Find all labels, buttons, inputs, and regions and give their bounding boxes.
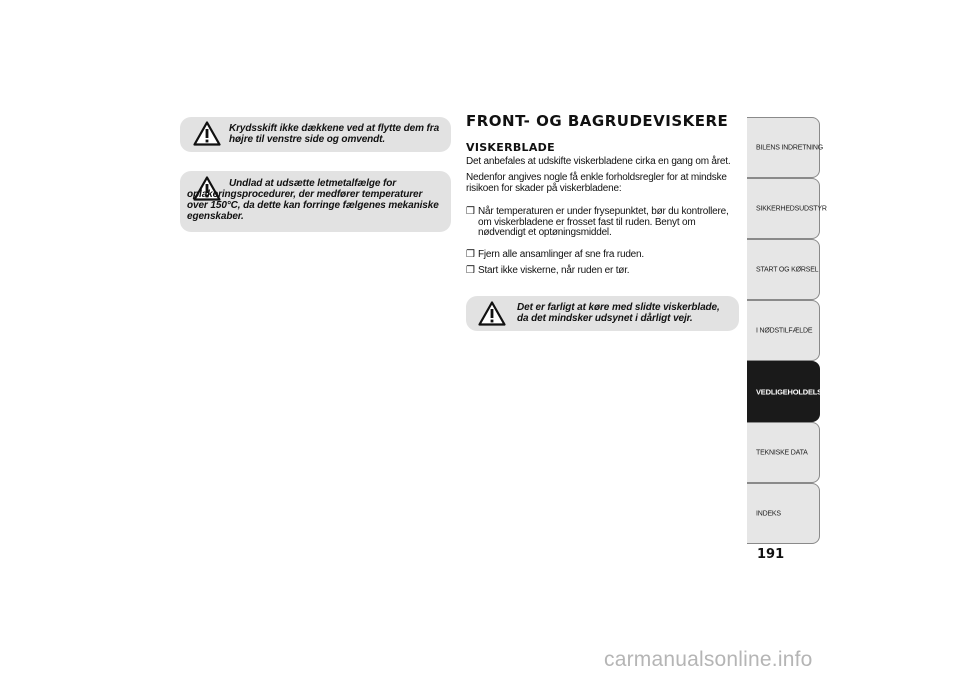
page-number: 191 — [757, 547, 785, 562]
warning-text: Undlad at udsætte letmetalfælge for oplakeringsprocedurer, der medfører temperaturer over 150°C, da dette kan forringe fælgenes mekaniske egenskaber. — [187, 178, 439, 222]
tab-label: TEKNISKE DATA — [756, 449, 808, 456]
bullet-item — [466, 207, 741, 239]
chapter-tabs — [747, 117, 827, 544]
tab-sikkerhedsudstyr[interactable] — [747, 178, 827, 239]
bullet-text: Start ikke viskerne, når ruden er tør. — [478, 265, 630, 276]
bullet-box-icon: ❒ — [466, 265, 475, 276]
tab-i-nodstilfaelde[interactable] — [747, 300, 820, 361]
tab-label: I NØDSTILFÆLDE — [756, 327, 813, 334]
tab-label: START OG KØRSEL — [756, 266, 819, 273]
section-title: FRONT- OG BAGRUDEVISKERE — [466, 112, 729, 130]
bullet-text: Fjern alle ansamlinger af sne fra ruden. — [478, 249, 644, 260]
warning-box-crossover — [180, 117, 451, 152]
warning-text: Krydsskift ikke dækkene ved at flytte dem fra højre til venstre side og omvendt. — [229, 123, 440, 145]
bullet-item — [466, 266, 741, 277]
tab-tekniske-data[interactable] — [747, 422, 820, 483]
watermark: carmanualsonline.info — [604, 648, 813, 671]
warning-text: Det er farligt at køre med slidte viskerblade, da det mindsker udsynet i dårligt vejr. — [517, 302, 720, 324]
warning-box-rims — [180, 171, 451, 232]
paragraph: Det anbefales at udskifte viskerbladene cirka en gang om året. — [466, 156, 731, 167]
tab-label: VEDLIGEHOLDELSE — [756, 387, 827, 396]
bullet-item — [466, 250, 741, 261]
tab-label: INDEKS — [756, 510, 781, 517]
paragraph: Nedenfor angives nogle få enkle forholdsregler for at mindske risikoen for skader på viskerbladene: — [466, 172, 727, 194]
tab-bilens-indretning[interactable] — [747, 117, 823, 178]
tab-label: BILENS INDRETNING — [756, 144, 823, 151]
bullet-text: Når temperaturen er under frysepunktet, bør du kontrollere, om viskerbladene er frosset fast til ruden. Benyt om nødvendigt et optøningsmiddel. — [478, 206, 729, 238]
warning-triangle-icon — [478, 301, 506, 326]
warning-box-wipers — [466, 296, 739, 331]
tab-label: SIKKERHEDSUDSTYR — [756, 205, 827, 212]
warning-triangle-icon — [193, 121, 221, 146]
bullet-box-icon: ❒ — [466, 249, 475, 260]
bullet-box-icon: ❒ — [466, 206, 475, 217]
subsection-title: VISKERBLADE — [466, 141, 555, 154]
tab-indeks[interactable] — [747, 483, 820, 544]
tab-start-og-korsel[interactable] — [747, 239, 820, 300]
tab-vedligeholdelse[interactable] — [747, 361, 827, 422]
